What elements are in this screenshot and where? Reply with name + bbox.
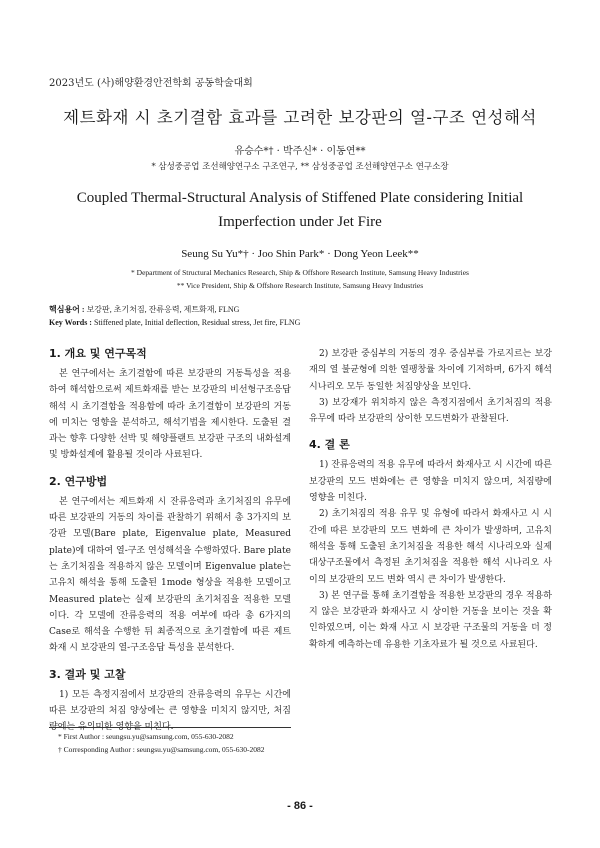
section-2-heading: 2. 연구방법 <box>49 474 108 488</box>
keywords-korean-label: 핵심용어 : <box>49 305 85 314</box>
section-1-heading: 1. 개요 및 연구목적 <box>49 347 147 360</box>
title-korean: 제트화재 시 초기결함 효과를 고려한 보강판의 열-구조 연성해석 <box>63 108 537 127</box>
section-3 <box>49 667 291 736</box>
section-3-paragraph-3: 3) 보강재가 위치하지 않은 측정지점에서 초기처짐의 적용 유무에 따라 보강판의 상이한 모드변화가 관찰된다. <box>309 397 552 425</box>
affiliation-english <box>40 266 560 292</box>
keywords-english-text: Stiffened plate, Initial deflection, Residual stress, Jet fire, FLNG <box>93 318 301 327</box>
authors-korean: 유승수*† · 박주신* · 이동연** <box>234 146 366 157</box>
footnote-corresponding-author: † Corresponding Author : seungsu.yu@samsung.com, 055-630-2082 <box>58 745 265 754</box>
section-4-paragraph-1: 1) 잔류응력의 적용 유무에 따라서 화재사고 시 시간에 따른 보강판의 모드 변화에는 큰 영향을 미치지 않으며, 처짐량에 영향을 미친다. <box>309 460 552 504</box>
section-2-text: 본 연구에서는 제트화재 시 잔류응력과 초기처짐의 유무에 따른 보강판의 거동의 차이를 관찰하기 위해서 총 3가지의 보강판 모델(Bare plate, Eigenvalue plate, Measured plate)에 대하여 열-구조 연성해석을 수행하였다. Bare plate는 초기처짐을 적용하지 않은 모델이며 Eigenvalue plate는 고유치 해석을 통해 도출된 1mode 형상을 적용한 모델이고 Measured plate는 실제 보강판의 초기처짐을 적용한 모델이다. 각 모델에 잔류응력의 적용 여부에 따라 총 6가지의 Case로 해석을 수행한 뒤 최종적으로 초기결함에 따른 제트화재 시 보강판의 열-구조응답 특성을 분석한다. <box>49 496 291 654</box>
footnote-first-author: * First Author : seungsu.yu@samsung.com, 055-630-2082 <box>58 732 234 741</box>
title-english-line1: Coupled Thermal-Structural Analysis of Stiffened Plate considering Initial <box>76 190 524 206</box>
left-column <box>49 346 291 746</box>
authors-english: Seung Su Yu*† · Joo Shin Park* · Dong Yeon Leek** <box>181 248 419 260</box>
footnotes <box>58 730 298 756</box>
section-2 <box>49 474 291 657</box>
section-4-paragraph-3: 3) 본 연구를 통해 초기결함을 적용한 보강판의 경우 적용하지 않은 보강판과 화재사고 시 상이한 거동을 보이는 것을 확인하였으며, 이는 화재 사고 시 보강판 구조물의 거동을 더 정확하게 예측하는데 유용한 기초자료가 될 것으로 사료된다. <box>309 590 552 650</box>
section-4 <box>309 437 552 653</box>
keywords-english-label: Key Words : <box>49 318 92 327</box>
section-3-paragraph-1: 1) 모든 측정지점에서 보강판의 잔류응력의 유무는 시간에 따른 보강판의 처짐 양상에는 큰 영향을 미치지 않지만, 처짐량에는 유의미한 영향을 미친다. <box>49 689 291 733</box>
right-column <box>309 346 552 663</box>
title-english-line2: Imperfection under Jet Fire <box>218 214 382 230</box>
affiliation-korean: * 삼성중공업 조선해양연구소 구조연구, ** 삼성중공업 조선해양연구소 연구소장 <box>151 162 449 172</box>
section-3-heading: 3. 결과 및 고찰 <box>49 667 126 681</box>
keywords-korean <box>49 303 559 316</box>
section-1 <box>49 346 291 464</box>
conference-header: 2023년도 (사)해양환경안전학회 공동학술대회 <box>49 78 253 89</box>
affiliation-english-2: ** Vice President, Ship & Offshore Research Institute, Samsung Heavy Industries <box>176 281 424 290</box>
section-1-text: 본 연구에서는 초기결함에 따른 보강판의 거동특성을 적용하여 해석함으로써 제트화재를 받는 보강판의 비선형구조응답해석 시 초기결함을 적용함에 따라 초기결함이 보강판의 거동에 미치는 영향을 분석하고, 해석기법을 제시한다. 도출된 결과는 향후 다양한 선박 및 해양플랜트 보강판 구조의 내화설계 및 방화설계에 활용될 것이라 사료된다. <box>49 369 291 461</box>
keywords-korean-text: 보강판, 초기처짐, 잔류응력, 제트화재, FLNG <box>86 305 240 314</box>
section-4-heading: 4. 결 론 <box>309 438 350 452</box>
keywords-english <box>49 316 559 329</box>
section-4-paragraph-2: 2) 초기처짐의 적용 유무 및 유형에 따라서 화재사고 시 시간에 따른 보강판의 모드 변화에 큰 차이가 발생하며, 고유치 해석을 통해 도출된 초기처짐을 적용한 해석 시나리오와 실제 대상구조물에서 측정된 초기처짐을 적용한 해석 시나리오 사이의 보강판의 모드 변화 역시 큰 차이가 발생한다. <box>309 509 552 585</box>
section-3-paragraph-2: 2) 보강판 중심부의 거동의 경우 중심부를 가로지르는 보강재의 열 불균형에 의한 열팽창률 차이에 기저하며, 6가지 해석 시나리오 모두 동일한 처짐양상을 보인다. <box>309 349 552 392</box>
section-gap <box>309 427 552 437</box>
footnote-divider <box>49 727 291 728</box>
page-number: - 86 - <box>287 800 313 812</box>
affiliation-english-1: * Department of Structural Mechanics Research, Ship & Offshore Research Institute, Samsung Heavy Industries <box>131 268 469 277</box>
keywords-block <box>49 303 559 329</box>
title-english <box>40 186 560 234</box>
